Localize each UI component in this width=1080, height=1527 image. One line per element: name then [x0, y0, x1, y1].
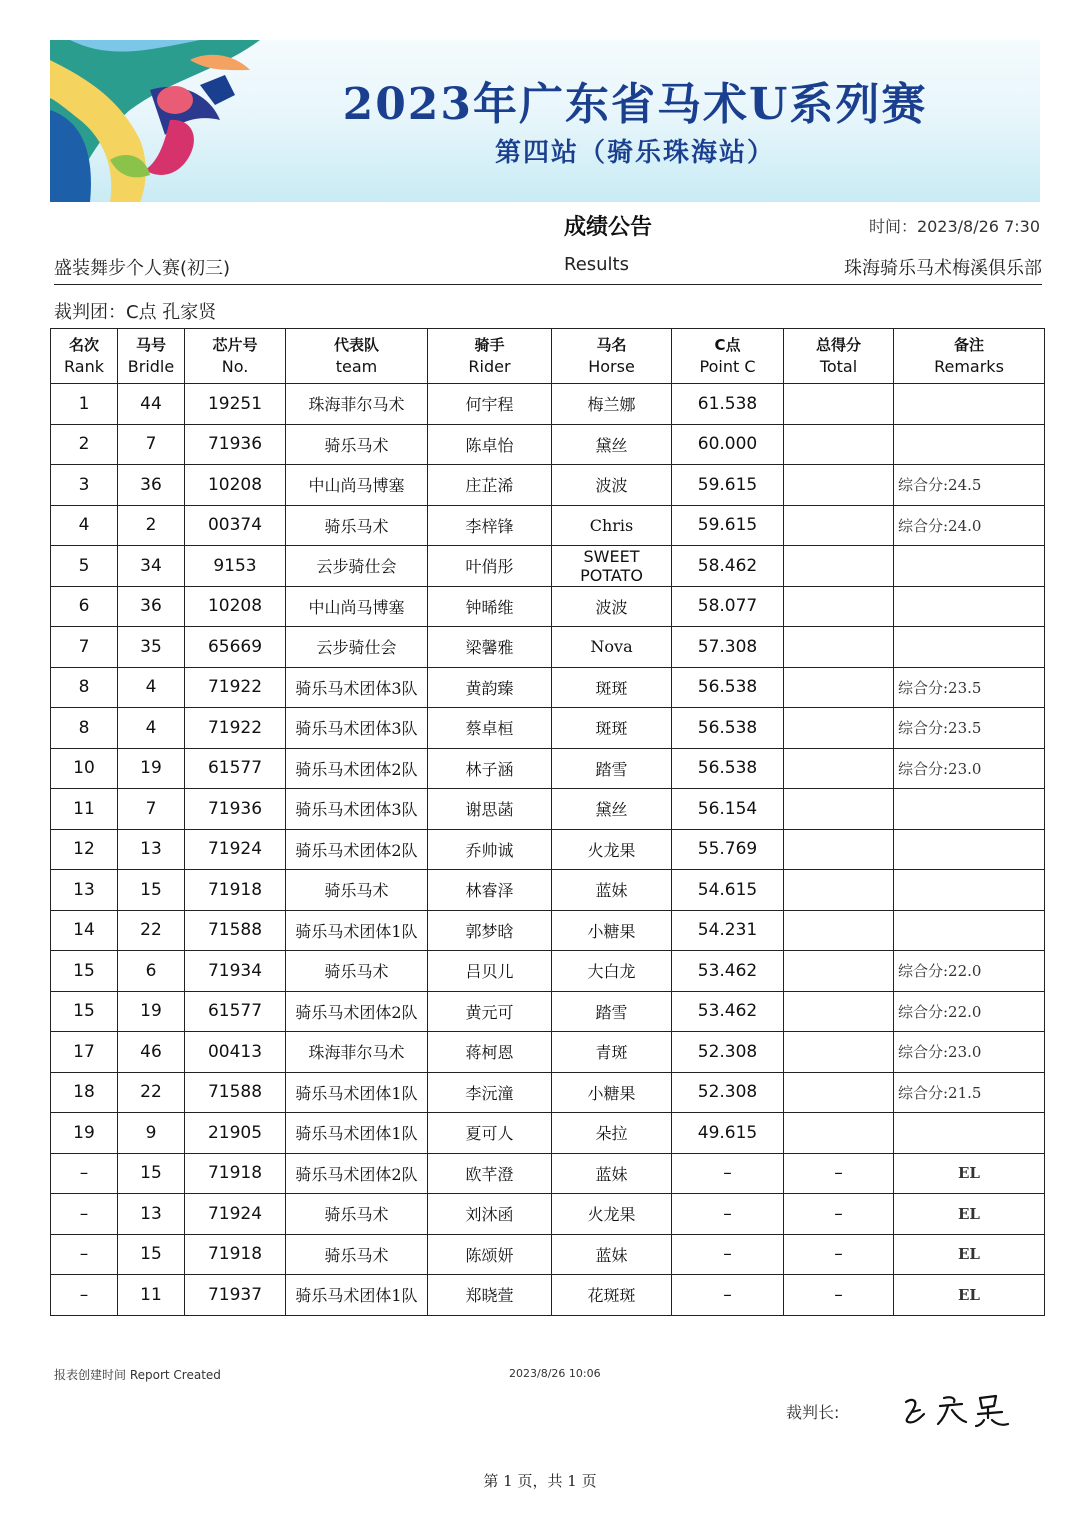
cell-team: 骑乐马术 [286, 1194, 428, 1235]
table-row [51, 1032, 1045, 1073]
cell-no: 61577 [185, 748, 286, 789]
cell-no: 61577 [185, 991, 286, 1032]
cell-bridle: 4 [118, 708, 185, 749]
cell-remarks: EL [894, 1153, 1045, 1194]
cell-no: 71588 [185, 910, 286, 951]
cell-horse: 黛丝 [552, 789, 672, 830]
banner-title: 2023年广东省马术U系列赛 [342, 79, 928, 130]
cell-team: 珠海菲尔马术 [286, 1032, 428, 1073]
cell-horse: 梅兰娜 [552, 384, 672, 425]
cell-horse: 花斑斑 [552, 1275, 672, 1316]
cell-bridle: 36 [118, 586, 185, 627]
cell-total [784, 789, 894, 830]
cell-remarks: 综合分:22.0 [894, 991, 1045, 1032]
table-row [51, 1113, 1045, 1154]
table-row [51, 1072, 1045, 1113]
cell-no: 21905 [185, 1113, 286, 1154]
cell-no: 10208 [185, 586, 286, 627]
cell-rider: 黄元可 [428, 991, 552, 1032]
cell-bridle: 13 [118, 829, 185, 870]
header-zh: 马号 [135, 336, 166, 354]
cell-no: 10208 [185, 465, 286, 506]
cell-rank: 11 [51, 789, 118, 830]
header-en: Rank [64, 357, 104, 376]
cell-point-c: 56.538 [672, 708, 784, 749]
cell-horse: 小糖果 [552, 1072, 672, 1113]
cell-bridle: 6 [118, 951, 185, 992]
cell-horse: 斑斑 [552, 667, 672, 708]
results-label: Results [564, 254, 629, 275]
table-row [51, 546, 1045, 587]
cell-rider: 吕贝儿 [428, 951, 552, 992]
cell-team: 骑乐马术团体1队 [286, 910, 428, 951]
cell-no: 71918 [185, 1153, 286, 1194]
venue-name: 珠海骑乐马术梅溪俱乐部 [844, 258, 1042, 279]
cell-remarks: 综合分:23.5 [894, 667, 1045, 708]
cell-point-c: 53.462 [672, 951, 784, 992]
cell-point-c: 60.000 [672, 424, 784, 465]
cell-total [784, 667, 894, 708]
cell-team: 骑乐马术 [286, 951, 428, 992]
cell-rank: – [51, 1234, 118, 1275]
cell-horse: 青斑 [552, 1032, 672, 1073]
table-row [51, 667, 1045, 708]
cell-total [784, 546, 894, 587]
cell-total [784, 1032, 894, 1073]
cell-remarks [894, 910, 1045, 951]
cell-point-c: 52.308 [672, 1032, 784, 1073]
cell-rider: 钟晞维 [428, 586, 552, 627]
cell-rider: 乔帅诚 [428, 829, 552, 870]
header-no [185, 329, 286, 384]
cell-rider: 刘沐函 [428, 1194, 552, 1235]
cell-bridle: 15 [118, 1153, 185, 1194]
cell-rider: 李沅潼 [428, 1072, 552, 1113]
cell-no: 71918 [185, 870, 286, 911]
header-zh: 芯片号 [212, 336, 258, 354]
header-remarks [894, 329, 1045, 384]
cell-rider: 谢思菡 [428, 789, 552, 830]
cell-rider: 陈颂妍 [428, 1234, 552, 1275]
cell-team: 云步骑仕会 [286, 546, 428, 587]
cell-total [784, 1113, 894, 1154]
cell-point-c: 52.308 [672, 1072, 784, 1113]
cell-rank: 8 [51, 708, 118, 749]
cell-rank: 2 [51, 424, 118, 465]
cell-bridle: 4 [118, 667, 185, 708]
table-row [51, 586, 1045, 627]
equestrian-artwork-icon [50, 40, 260, 202]
cell-bridle: 2 [118, 505, 185, 546]
event-banner [50, 40, 1040, 202]
cell-rider: 陈卓怡 [428, 424, 552, 465]
cell-horse: 火龙果 [552, 1194, 672, 1235]
cell-remarks [894, 424, 1045, 465]
header-en: Rider [468, 357, 511, 376]
table-row [51, 1153, 1045, 1194]
cell-bridle: 13 [118, 1194, 185, 1235]
cell-total [784, 586, 894, 627]
cell-remarks [894, 870, 1045, 911]
cell-rank: 17 [51, 1032, 118, 1073]
cell-team: 骑乐马术团体3队 [286, 789, 428, 830]
cell-horse: 朵拉 [552, 1113, 672, 1154]
cell-remarks [894, 789, 1045, 830]
cell-no: 71922 [185, 708, 286, 749]
cell-team: 骑乐马术团体2队 [286, 991, 428, 1032]
cell-horse: 小糖果 [552, 910, 672, 951]
cell-horse: 蓝妹 [552, 1153, 672, 1194]
cell-rank: 8 [51, 667, 118, 708]
document-title: 成绩公告 [563, 215, 652, 240]
header-en: team [335, 357, 378, 376]
cell-no: 71922 [185, 667, 286, 708]
cell-rank: 12 [51, 829, 118, 870]
cell-point-c: 56.538 [672, 748, 784, 789]
cell-bridle: 11 [118, 1275, 185, 1316]
cell-bridle: 19 [118, 748, 185, 789]
cell-point-c: – [672, 1275, 784, 1316]
cell-team: 骑乐马术团体3队 [286, 708, 428, 749]
judging-panel: 裁判团：C点 孔家贤 [54, 302, 217, 323]
table-row [51, 708, 1045, 749]
cell-no: 71936 [185, 789, 286, 830]
cell-point-c: 59.615 [672, 505, 784, 546]
cell-total [784, 505, 894, 546]
cell-total [784, 829, 894, 870]
cell-team: 骑乐马术团体2队 [286, 1153, 428, 1194]
cell-remarks [894, 546, 1045, 587]
cell-point-c: 58.077 [672, 586, 784, 627]
cell-remarks: 综合分:24.0 [894, 505, 1045, 546]
results-table [50, 328, 1045, 1316]
table-row [51, 991, 1045, 1032]
cell-total [784, 991, 894, 1032]
cell-remarks: 综合分:22.0 [894, 951, 1045, 992]
cell-total: – [784, 1234, 894, 1275]
cell-rider: 叶俏彤 [428, 546, 552, 587]
cell-remarks: EL [894, 1194, 1045, 1235]
cell-rank: 19 [51, 1113, 118, 1154]
cell-rider: 欧芊澄 [428, 1153, 552, 1194]
cell-remarks: EL [894, 1275, 1045, 1316]
cell-remarks: 综合分:24.5 [894, 465, 1045, 506]
cell-horse: 火龙果 [552, 829, 672, 870]
cell-no: 71588 [185, 1072, 286, 1113]
banner-subtitle: 第四站（骑乐珠海站） [494, 138, 775, 168]
cell-point-c: 57.308 [672, 627, 784, 668]
cell-remarks: 综合分:23.5 [894, 708, 1045, 749]
cell-bridle: 36 [118, 465, 185, 506]
header-rider [428, 329, 552, 384]
cell-horse: 波波 [552, 586, 672, 627]
table-row [51, 505, 1045, 546]
cell-remarks: EL [894, 1234, 1045, 1275]
cell-team: 珠海菲尔马术 [286, 384, 428, 425]
cell-point-c: 54.615 [672, 870, 784, 911]
cell-horse: Chris [552, 505, 672, 546]
cell-rank: – [51, 1153, 118, 1194]
cell-rank: 3 [51, 465, 118, 506]
cell-no: 00374 [185, 505, 286, 546]
chief-judge-label: 裁判长: [786, 1403, 840, 1422]
cell-horse: 蓝妹 [552, 870, 672, 911]
cell-remarks [894, 829, 1045, 870]
cell-point-c: – [672, 1153, 784, 1194]
cell-no: 71918 [185, 1234, 286, 1275]
cell-team: 骑乐马术团体2队 [286, 829, 428, 870]
cell-no: 9153 [185, 546, 286, 587]
cell-horse: 波波 [552, 465, 672, 506]
header-team [286, 329, 428, 384]
table-row [51, 870, 1045, 911]
header-en: Remarks [934, 357, 1004, 376]
header-en: No. [221, 357, 249, 376]
header-en: Bridle [127, 357, 175, 376]
cell-no: 65669 [185, 627, 286, 668]
table-header-row [51, 329, 1045, 384]
header-rank [51, 329, 118, 384]
cell-no: 71936 [185, 424, 286, 465]
cell-team: 骑乐马术 [286, 424, 428, 465]
event-name: 盛装舞步个人赛(初三) [54, 258, 231, 279]
cell-horse: 黛丝 [552, 424, 672, 465]
cell-horse: 斑斑 [552, 708, 672, 749]
table-row [51, 1194, 1045, 1235]
cell-total: – [784, 1194, 894, 1235]
cell-horse: Nova [552, 627, 672, 668]
header-point-c [672, 329, 784, 384]
table-row [51, 789, 1045, 830]
cell-point-c: 61.538 [672, 384, 784, 425]
header-total [784, 329, 894, 384]
cell-team: 骑乐马术团体3队 [286, 667, 428, 708]
cell-rank: 10 [51, 748, 118, 789]
cell-remarks: 综合分:23.0 [894, 1032, 1045, 1073]
cell-team: 骑乐马术团体1队 [286, 1275, 428, 1316]
cell-team: 骑乐马术 [286, 505, 428, 546]
header-en: Point C [699, 357, 756, 376]
cell-point-c: – [672, 1234, 784, 1275]
cell-point-c: 49.615 [672, 1113, 784, 1154]
table-row [51, 829, 1045, 870]
table-row [51, 1275, 1045, 1316]
cell-rank: 7 [51, 627, 118, 668]
header-zh: 备注 [953, 336, 984, 354]
cell-bridle: 7 [118, 789, 185, 830]
cell-team: 骑乐马术团体1队 [286, 1113, 428, 1154]
cell-team: 骑乐马术团体1队 [286, 1072, 428, 1113]
cell-remarks: 综合分:21.5 [894, 1072, 1045, 1113]
cell-no: 71924 [185, 829, 286, 870]
cell-horse: 蓝妹 [552, 1234, 672, 1275]
cell-rank: 15 [51, 951, 118, 992]
cell-total [784, 424, 894, 465]
report-created-label: 报表创建时间 Report Created [54, 1368, 221, 1382]
cell-total [784, 910, 894, 951]
cell-remarks: 综合分:23.0 [894, 748, 1045, 789]
table-row [51, 951, 1045, 992]
cell-rank: 13 [51, 870, 118, 911]
cell-bridle: 9 [118, 1113, 185, 1154]
cell-point-c: 58.462 [672, 546, 784, 587]
header-zh: 骑手 [474, 336, 505, 354]
cell-team: 中山尚马博塞 [286, 586, 428, 627]
cell-total: – [784, 1153, 894, 1194]
cell-team: 骑乐马术团体2队 [286, 748, 428, 789]
page-number: 第 1 页，共 1 页 [483, 1472, 597, 1490]
cell-team: 中山尚马博塞 [286, 465, 428, 506]
cell-rank: 5 [51, 546, 118, 587]
event-info-row [54, 252, 1042, 285]
cell-horse: 踏雪 [552, 991, 672, 1032]
cell-no: 00413 [185, 1032, 286, 1073]
cell-point-c: 53.462 [672, 991, 784, 1032]
cell-bridle: 22 [118, 910, 185, 951]
cell-horse: SWEET POTATO [552, 546, 672, 587]
cell-horse: 踏雪 [552, 748, 672, 789]
cell-bridle: 34 [118, 546, 185, 587]
header-en: Total [819, 357, 858, 376]
table-row [51, 627, 1045, 668]
cell-bridle: 15 [118, 870, 185, 911]
cell-rank: 15 [51, 991, 118, 1032]
cell-rank: 1 [51, 384, 118, 425]
cell-rank: 4 [51, 505, 118, 546]
cell-rank: 18 [51, 1072, 118, 1113]
header-zh: 总得分 [815, 336, 861, 354]
cell-point-c: – [672, 1194, 784, 1235]
header-zh: C点 [714, 336, 741, 354]
header-zh: 名次 [68, 336, 99, 354]
cell-rider: 庄芷浠 [428, 465, 552, 506]
header-zh: 代表队 [333, 336, 379, 354]
header-zh: 马名 [596, 336, 627, 354]
cell-point-c: 55.769 [672, 829, 784, 870]
announcement-time: 时间：2023/8/26 7:30 [868, 217, 1040, 236]
cell-team: 云步骑仕会 [286, 627, 428, 668]
cell-rider: 林睿泽 [428, 870, 552, 911]
cell-rider: 蔡卓桓 [428, 708, 552, 749]
cell-total [784, 708, 894, 749]
header-bridle [118, 329, 185, 384]
cell-rider: 李梓锋 [428, 505, 552, 546]
cell-remarks [894, 1113, 1045, 1154]
table-row [51, 748, 1045, 789]
cell-bridle: 44 [118, 384, 185, 425]
cell-rank: – [51, 1194, 118, 1235]
cell-remarks [894, 586, 1045, 627]
chief-judge-signature [898, 1390, 1018, 1430]
cell-total [784, 465, 894, 506]
cell-rank: – [51, 1275, 118, 1316]
cell-bridle: 46 [118, 1032, 185, 1073]
cell-rider: 蒋柯恩 [428, 1032, 552, 1073]
table-row [51, 1234, 1045, 1275]
cell-no: 71937 [185, 1275, 286, 1316]
cell-team: 骑乐马术 [286, 870, 428, 911]
cell-team: 骑乐马术 [286, 1234, 428, 1275]
cell-point-c: 59.615 [672, 465, 784, 506]
cell-rank: 6 [51, 586, 118, 627]
table-row [51, 424, 1045, 465]
header-en: Horse [588, 357, 635, 376]
cell-bridle: 7 [118, 424, 185, 465]
cell-point-c: 56.154 [672, 789, 784, 830]
cell-remarks [894, 627, 1045, 668]
cell-total [784, 951, 894, 992]
table-row [51, 465, 1045, 506]
cell-bridle: 35 [118, 627, 185, 668]
table-row [51, 384, 1045, 425]
cell-no: 19251 [185, 384, 286, 425]
cell-bridle: 19 [118, 991, 185, 1032]
cell-no: 71934 [185, 951, 286, 992]
cell-total [784, 748, 894, 789]
header-horse [552, 329, 672, 384]
cell-no: 71924 [185, 1194, 286, 1235]
cell-rank: 14 [51, 910, 118, 951]
cell-total [784, 384, 894, 425]
cell-remarks [894, 384, 1045, 425]
cell-rider: 郑晓萱 [428, 1275, 552, 1316]
cell-rider: 黄韵臻 [428, 667, 552, 708]
cell-horse: 大白龙 [552, 951, 672, 992]
cell-rider: 林子涵 [428, 748, 552, 789]
results-body [51, 384, 1045, 1316]
cell-total: – [784, 1275, 894, 1316]
report-created-date: 2023/8/26 10:06 [509, 1367, 601, 1380]
cell-rider: 郭梦晗 [428, 910, 552, 951]
cell-rider: 何宇程 [428, 384, 552, 425]
cell-rider: 夏可人 [428, 1113, 552, 1154]
table-row [51, 910, 1045, 951]
cell-total [784, 870, 894, 911]
cell-bridle: 22 [118, 1072, 185, 1113]
cell-total [784, 627, 894, 668]
cell-bridle: 15 [118, 1234, 185, 1275]
cell-point-c: 54.231 [672, 910, 784, 951]
cell-rider: 梁馨雅 [428, 627, 552, 668]
cell-point-c: 56.538 [672, 667, 784, 708]
cell-total [784, 1072, 894, 1113]
